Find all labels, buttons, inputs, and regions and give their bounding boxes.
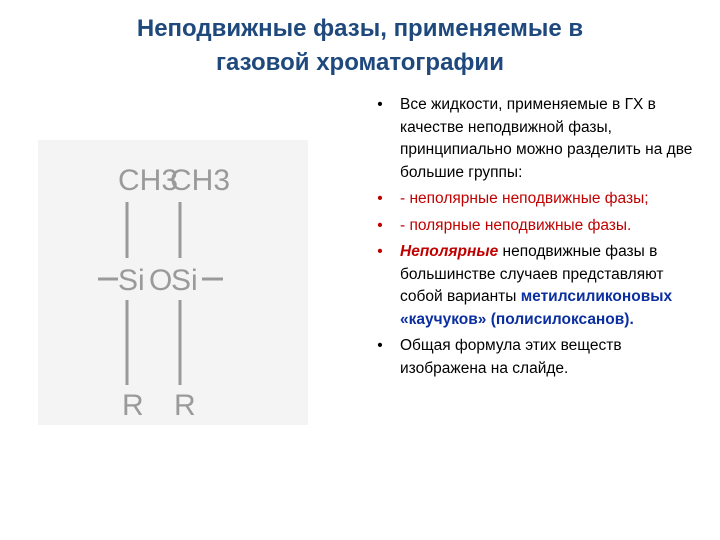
bullet-4-text: неподвижные фазы в большинстве случаев представляют собой варианты (400, 243, 664, 305)
bullet-4-highlight: метилсиликоновых «каучуков» (полисилоксанов). (400, 288, 673, 328)
bullet-text-3: - полярные неподвижные фазы. (400, 216, 632, 234)
bullet-text-5: Общая формула этих веществ изображена на слайде. (400, 337, 622, 377)
bullet-list (373, 94, 703, 384)
slide-title (60, 12, 660, 80)
bullet-4-emphasis: Неполярные (400, 243, 499, 260)
ch3-right-label: CH3 (170, 164, 231, 197)
slide-title-line2: газовой хроматографии (216, 49, 504, 76)
bullet-marker: • (377, 337, 383, 354)
bullet-marker: • (377, 96, 383, 113)
ch3-left-label: CH3 (118, 164, 179, 197)
bullet-item-3 (373, 215, 703, 238)
slide-title-line1: Неподвижные фазы, применяемые в (136, 15, 584, 42)
bullet-text-1: Все жидкости, применяемые в ГХ в качестве неподвижной фазы, принципиально можно разделить на две большие группы: (400, 96, 693, 181)
oxygen-label: O (149, 264, 173, 297)
si-right-label: Si (171, 264, 198, 297)
bullet-item-1 (373, 94, 703, 184)
bullet-item-2 (373, 188, 703, 211)
r-left-label: R (122, 389, 144, 422)
siloxane-formula-drawing (38, 140, 308, 425)
bullet-marker: • (377, 216, 383, 234)
siloxane-formula-image (38, 140, 308, 425)
si-left-label: Si (118, 264, 145, 297)
bullet-item-4 (373, 241, 703, 331)
bullet-item-5 (373, 335, 703, 380)
r-right-label: R (174, 389, 196, 422)
bullet-marker: • (377, 190, 383, 207)
bullet-text-2: - неполярные неподвижные фазы; (400, 190, 649, 207)
bullet-marker: • (377, 243, 383, 260)
